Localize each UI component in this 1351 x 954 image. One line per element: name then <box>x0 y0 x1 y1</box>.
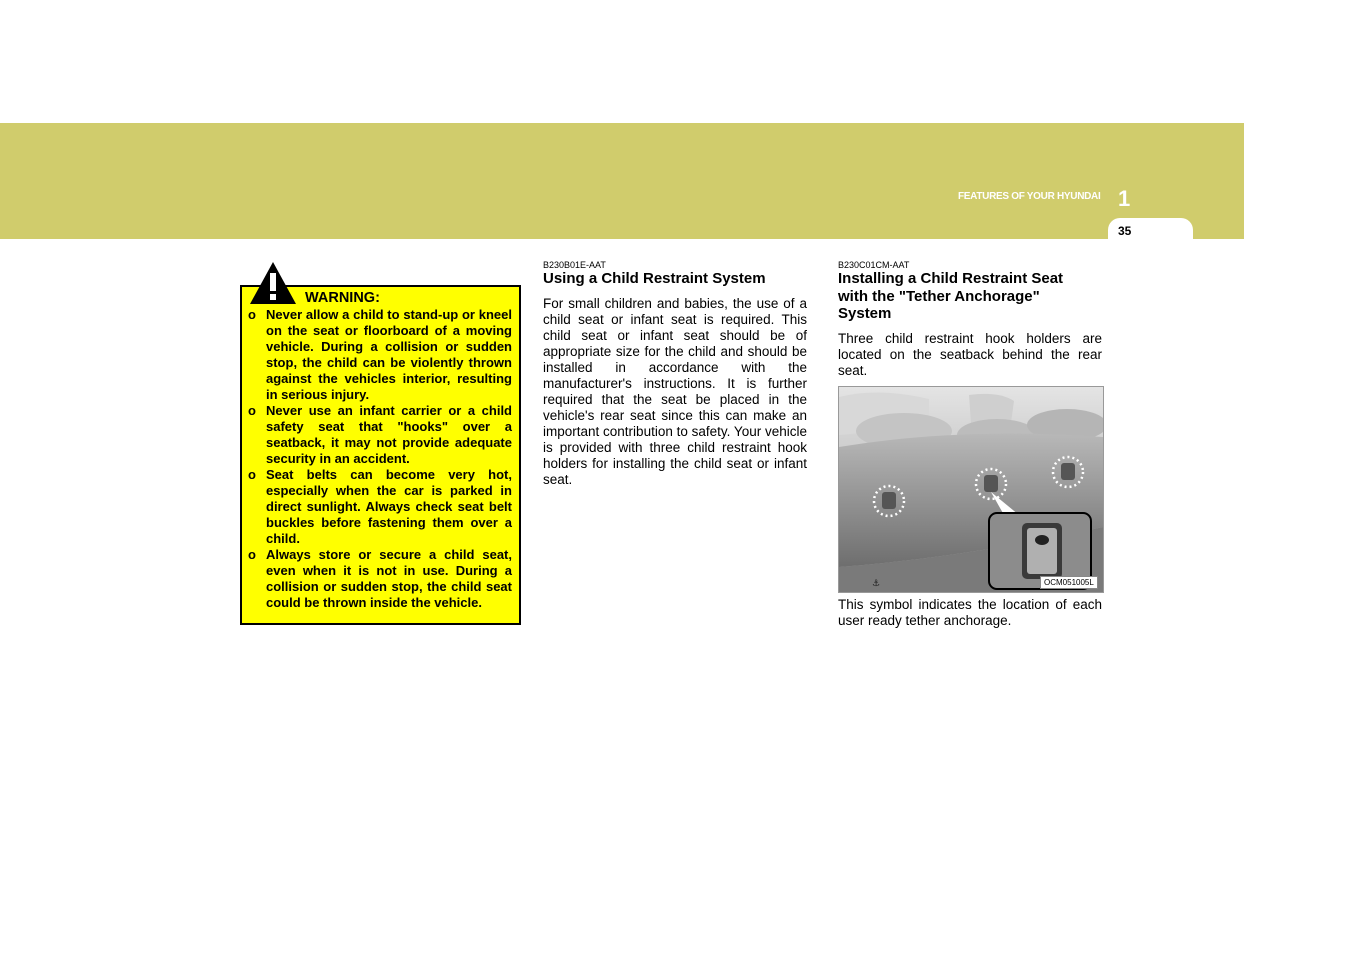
warning-item <box>248 307 512 403</box>
warning-list <box>248 307 512 611</box>
section-title: FEATURES OF YOUR HYUNDAI <box>958 191 1101 202</box>
section1-heading: Using a Child Restraint System <box>543 270 766 287</box>
chapter-number: 1 <box>1118 186 1131 211</box>
svg-text:⚓: ⚓ <box>872 579 881 589</box>
warning-item <box>248 403 512 467</box>
page-number: 35 <box>1118 224 1132 238</box>
section1-code: B230B01E-AAT <box>543 260 606 270</box>
photo-code: OCM051005L <box>1040 576 1098 589</box>
section2-body: Three child restraint hook holders are located on the seatback behind the rear seat. <box>838 331 1102 378</box>
header-band <box>0 123 1244 239</box>
section2-heading: Installing a Child Restraint Seat with the "Tether Anchorage" System <box>838 270 1064 322</box>
warning-item-text: Always store or secure a child seat, even when it is not in use. During a collision or sudden stop, the child seat could be thrown inside the vehicle. <box>266 547 512 610</box>
section2-code: B230C01CM-AAT <box>838 260 910 270</box>
warning-title: WARNING: <box>305 290 380 306</box>
photo-caption: This symbol indicates the location of each user ready tether anchorage. <box>838 597 1102 628</box>
warning-item-text: Never allow a child to stand-up or kneel on the seat or floorboard of a moving vehicle. During a collision or sudden stop, the child can be violently thrown against the vehicles interior, resulting in serious injury. <box>266 307 512 402</box>
bullet: o <box>248 547 256 562</box>
warning-item-text: Seat belts can become very hot, especially when the car is parked in direct sunlight. Always check seat belt buckles before fastening them over a child. <box>266 467 512 546</box>
seatback-illustration <box>839 387 1103 592</box>
seatback-photo <box>838 386 1104 593</box>
section1-body: For small children and babies, the use of a child seat or infant seat is required. This child seat or infant seat should be of appropriate size for the child and should be installed in accordance with the manufacturer's instructions. It is further required that the seat be placed in the vehicle's rear seat since this can make an important contribution to safety. Your vehicle is provided with three child restraint hook holders for installing the child seat or infant seat. <box>543 296 807 487</box>
bullet: o <box>248 307 256 322</box>
warning-triangle-icon <box>249 261 297 305</box>
warning-item <box>248 547 512 611</box>
warning-item <box>248 467 512 547</box>
bullet: o <box>248 467 256 482</box>
bullet: o <box>248 403 256 418</box>
warning-item-text: Never use an infant carrier or a child safety seat that "hooks" over a seatback, it may not provide adequate security in an accident. <box>266 403 512 466</box>
